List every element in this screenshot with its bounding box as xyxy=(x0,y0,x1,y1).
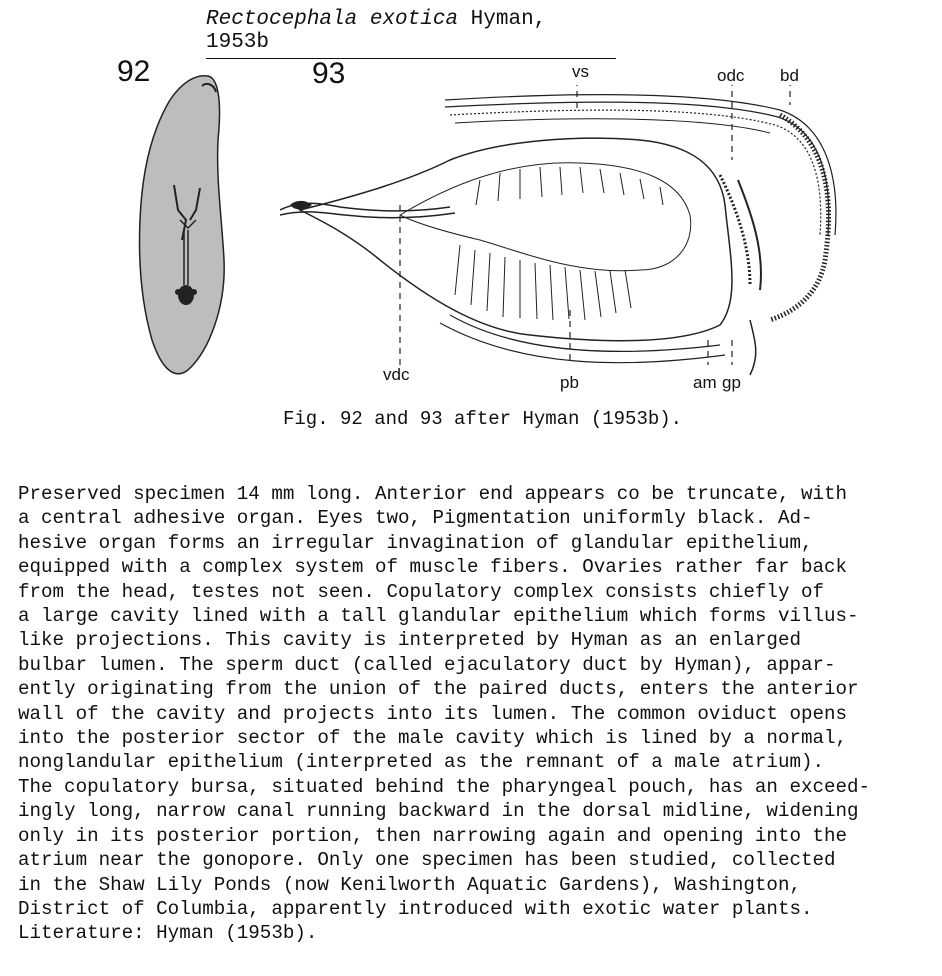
text-line: in the Shaw Lily Ponds (now Kenilworth Aquatic Gardens), Washington, xyxy=(18,873,801,896)
figure-93-number: 93 xyxy=(312,57,346,90)
text-line: District of Columbia, apparently introduced with exotic water plants. xyxy=(18,897,813,920)
figure-92-number: 92 xyxy=(117,55,151,88)
label-odc: odc xyxy=(717,66,745,85)
text-line: equipped with a complex system of muscle fibers. Ovaries rather far back xyxy=(18,556,848,579)
text-line: nonglandular epithelium (interpreted as the remnant of a male atrium). xyxy=(18,751,825,774)
label-vs: vs xyxy=(572,62,589,81)
text-line: Literature: Hyman (1953b). xyxy=(18,922,318,945)
label-bd: bd xyxy=(780,66,799,85)
text-line: like projections. This cavity is interpreted by Hyman as an enlarged xyxy=(18,629,801,652)
species-authority: Hyman, 1953b xyxy=(206,8,547,54)
text-line: The copulatory bursa, situated behind the pharyngeal pouch, has an exceed- xyxy=(18,775,871,798)
text-line: bulbar lumen. The sperm duct (called ejaculatory duct by Hyman), appar- xyxy=(18,653,836,676)
description-text xyxy=(18,482,938,946)
figure-93-drawing xyxy=(280,85,860,385)
label-vdc: vdc xyxy=(383,365,410,384)
label-am: am xyxy=(693,373,717,392)
text-line: into the posterior sector of the male cavity which is lined by a normal, xyxy=(18,727,848,750)
text-line: Preserved specimen 14 mm long. Anterior end appears co be truncate, with xyxy=(18,483,848,505)
text-line: wall of the cavity and projects into its lumen. The common oviduct opens xyxy=(18,702,848,725)
text-line: a central adhesive organ. Eyes two, Pigmentation uniformly black. Ad- xyxy=(18,507,813,530)
text-line: only in its posterior portion, then narrowing again and opening into the xyxy=(18,824,848,847)
page-title xyxy=(206,8,616,59)
text-line: atrium near the gonopore. Only one specimen has been studied, collected xyxy=(18,849,836,872)
text-line: ently originating from the union of the paired ducts, enters the anterior xyxy=(18,678,859,701)
label-gp: gp xyxy=(722,373,741,392)
species-name: Rectocephala exotica xyxy=(206,8,459,31)
label-pb: pb xyxy=(560,373,579,392)
text-line: hesive organ forms an irregular invagination of glandular epithelium, xyxy=(18,531,813,554)
figure-92-drawing xyxy=(130,70,230,380)
text-line: ingly long, narrow canal running backward in the dorsal midline, widening xyxy=(18,800,859,823)
text-line: from the head, testes not seen. Copulatory complex consists chiefly of xyxy=(18,580,825,603)
text-line: a large cavity lined with a tall glandular epithelium which forms villus- xyxy=(18,605,859,628)
figure-caption: Fig. 92 and 93 after Hyman (1953b). xyxy=(283,408,683,430)
